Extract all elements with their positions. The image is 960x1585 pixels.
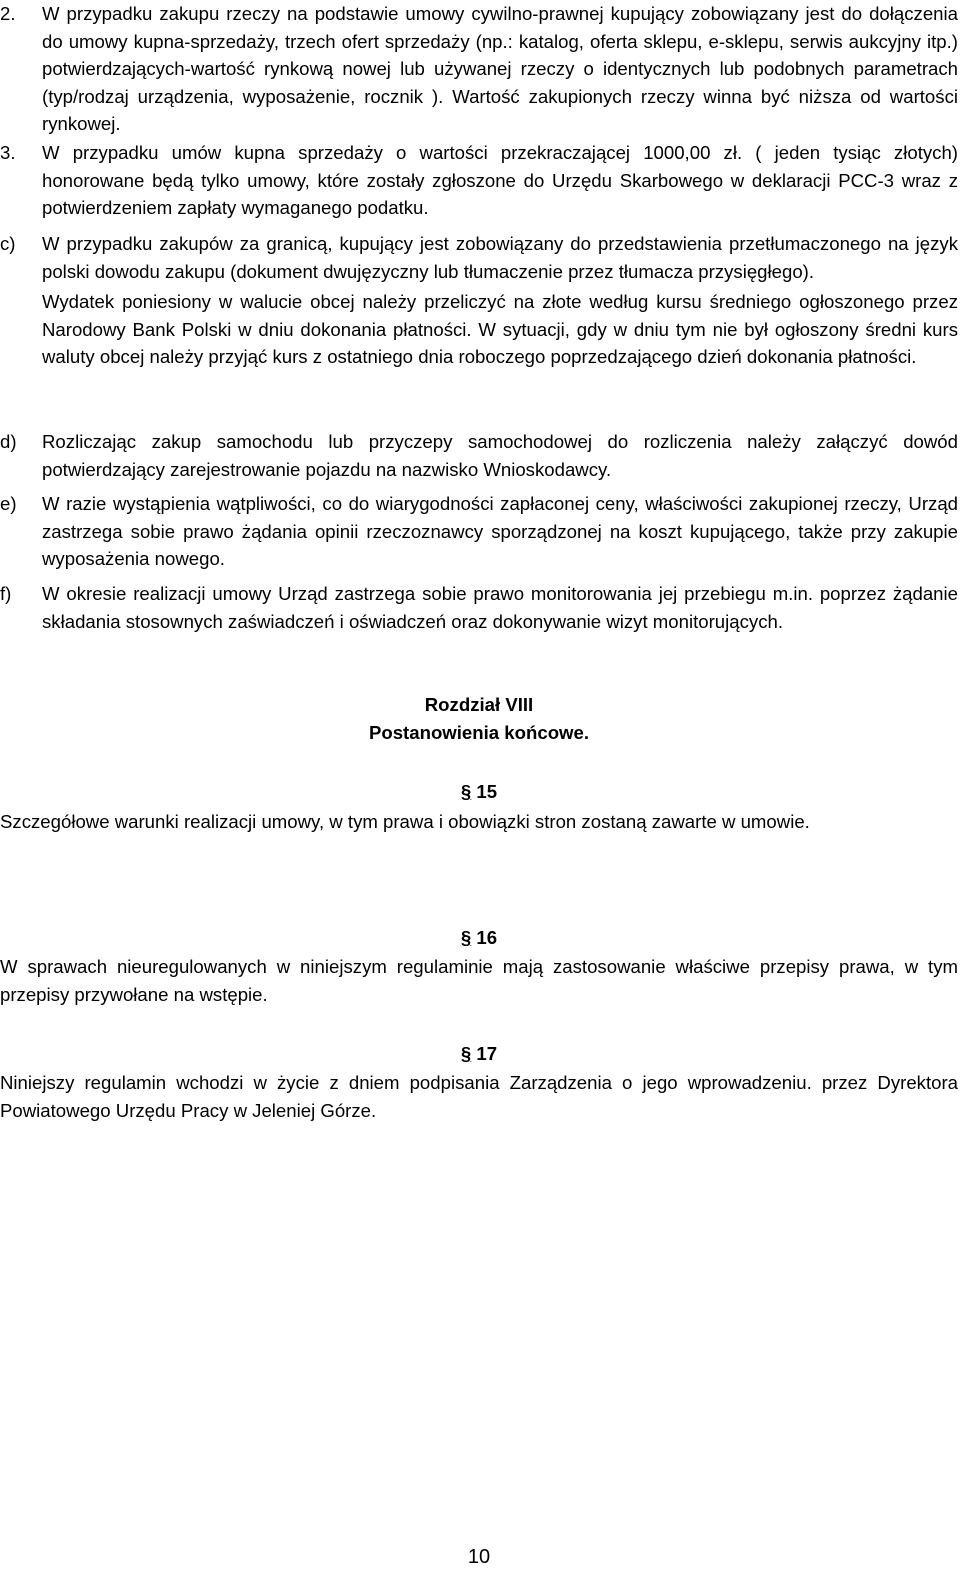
list-item bbox=[0, 580, 958, 635]
list-marker: c) bbox=[0, 233, 16, 254]
section-text: Niniejszy regulamin wchodzi w życie z dniem podpisania Zarządzenia o jego wprowadzeniu. przez Dyrektora Powiatowego Urzędu Pracy w Jeleniej Górze. bbox=[0, 1072, 958, 1121]
chapter-title: Rozdział VIII bbox=[424, 694, 534, 715]
section-heading bbox=[0, 1040, 958, 1068]
page-number: 10 bbox=[467, 1546, 491, 1568]
list-item-text: W okresie realizacji umowy Urząd zastrzega sobie prawo monitorowania jej przebiegu m.in. poprzez żądanie składania stosownych zaświadczeń i oświadczeń oraz dokonywanie wizyt monitorujących. bbox=[42, 583, 958, 632]
section-text: W sprawach nieuregulowanych w niniejszym regulaminie mają zastosowanie właściwe przepisy prawa, w tym przepisy przywołane na wstępie. bbox=[0, 956, 958, 1005]
list-item-text: W przypadku zakupów za granicą, kupujący jest zobowiązany do przedstawienia przetłumaczonego na język polski dowodu zakupu (dokument dwujęzyczny lub tłumaczenie przez tłumacza przysięgłego). bbox=[42, 233, 958, 282]
section-text: Szczegółowe warunki realizacji umowy, w tym prawa i obowiązki stron zostaną zawarte w umowie. bbox=[0, 811, 810, 832]
section-symbol: § bbox=[460, 927, 472, 948]
section-symbol: § bbox=[460, 781, 472, 802]
list-item bbox=[0, 139, 958, 222]
list-item-text: W przypadku umów kupna sprzedaży o wartości przekraczającej 1000,00 zł. ( jeden tysiąc złotych) honorowane będą tylko umowy, które zostały zgłoszone do Urzędu Skarbowego w deklaracji PCC-3 wraz z potwierdzeniem zapłaty wymaganego podatku. bbox=[42, 142, 958, 218]
list-item-text: W razie wystąpienia wątpliwości, co do wiarygodności zapłaconej ceny, właściwości zakupionej rzeczy, Urząd zastrzega sobie prawo żądania opinii rzeczoznawcy sporządzonej na koszt kupującego, także przy zakupie wyposażenia nowego. bbox=[42, 493, 958, 569]
list-marker: d) bbox=[0, 431, 17, 452]
list-marker: 3. bbox=[0, 142, 16, 163]
list-item bbox=[0, 230, 958, 371]
section-heading bbox=[0, 924, 958, 952]
list-item-text: W przypadku zakupu rzeczy na podstawie umowy cywilno-prawnej kupujący zobowiązany jest do dołączenia do umowy kupna-sprzedaży, trzech ofert sprzedaży (np.: katalog, oferta sklepu, e-sklepu, serwis aukcyjny itp.) potwierdzających-wartość rynkową nowej lub używanej rzeczy o identycznych lub podobnych parametrach (typ/rodzaj urządzenia, wyposażenie, rocznik ). Wartość zakupionych rzeczy winna być niższa od wartości rynkowej. bbox=[42, 3, 958, 134]
list-item-text-continued: Wydatek poniesiony w walucie obcej należy przeliczyć na złote według kursu średniego ogłoszonego przez Narodowy Bank Polski w dniu dokonania płatności. W sytuacji, gdy w dniu tym nie był ogłoszony średni kurs waluty obcej należy przyjąć kurs z ostatniego dnia roboczego poprzedzającego dzień dokonania płatności. bbox=[42, 291, 958, 367]
list-item bbox=[0, 428, 958, 483]
section-number: 15 bbox=[476, 781, 498, 802]
section-number: 17 bbox=[476, 1043, 498, 1064]
list-item bbox=[0, 0, 958, 138]
chapter-subtitle: Postanowienia końcowe. bbox=[368, 722, 590, 743]
section-heading bbox=[0, 778, 958, 806]
list-marker: 2. bbox=[0, 3, 16, 24]
section-number: 16 bbox=[476, 927, 498, 948]
list-item-text: Rozliczając zakup samochodu lub przyczepy samochodowej do rozliczenia należy załączyć dowód potwierdzający zarejestrowanie pojazdu na nazwisko Wnioskodawcy. bbox=[42, 431, 958, 480]
section-symbol: § bbox=[460, 1043, 472, 1064]
list-marker: e) bbox=[0, 493, 17, 514]
list-marker: f) bbox=[0, 583, 12, 604]
list-item bbox=[0, 490, 958, 573]
